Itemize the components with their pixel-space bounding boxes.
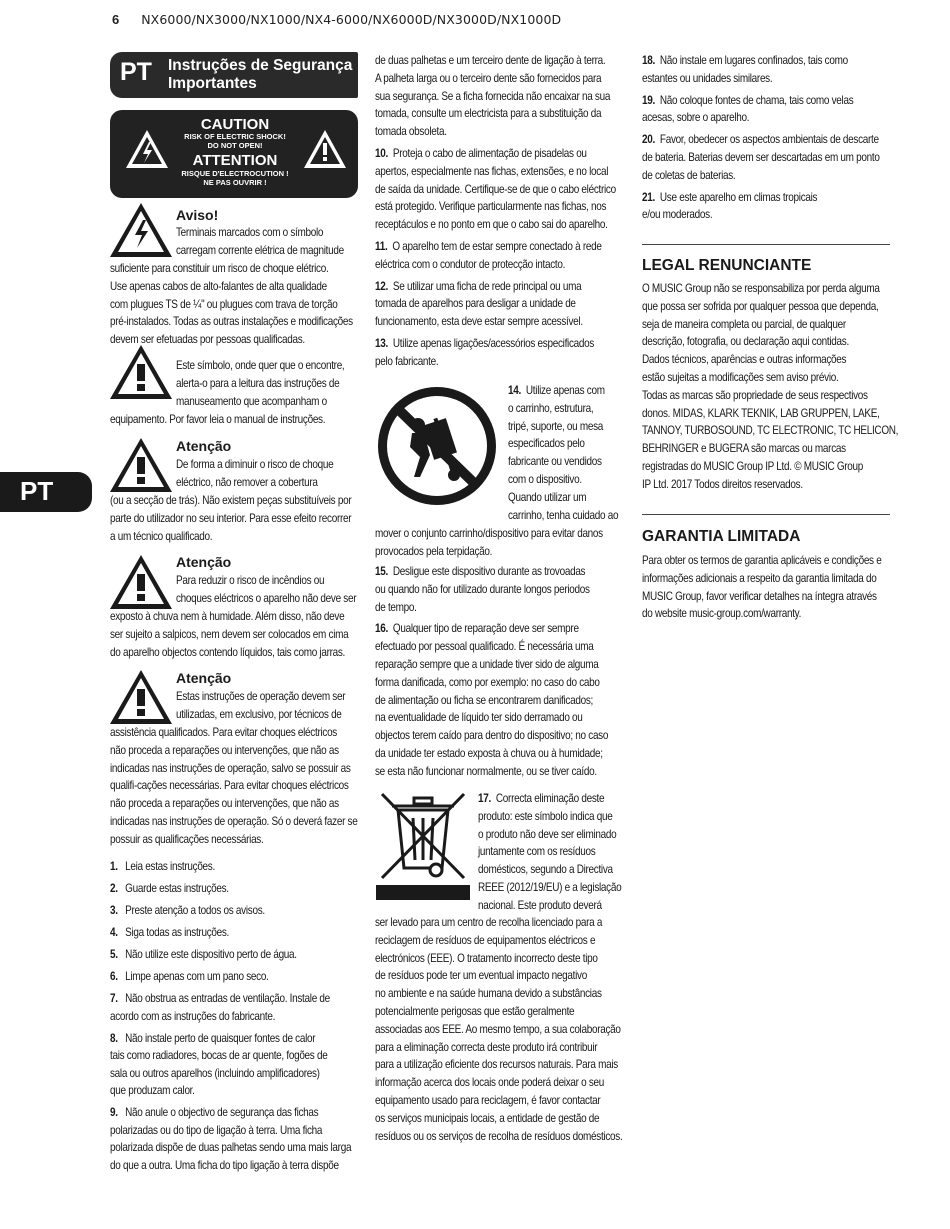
- list-item: 6. Limpe apenas com um pano seco.: [110, 970, 269, 983]
- attention-title: ATTENTION: [192, 152, 278, 169]
- exclamation-warning-icon: [108, 436, 174, 494]
- model-list: NX6000/NX3000/NX1000/NX4-6000/NX6000D/NX3000D/NX1000D: [141, 12, 562, 27]
- warning-heading: Atenção: [176, 438, 232, 454]
- list-item: 1. Leia estas instruções.: [110, 860, 215, 873]
- language-code: PT: [120, 58, 152, 86]
- list-item: 21. Use este aparelho em climas tropicais e/ou moderados.: [642, 190, 818, 222]
- section-divider: [642, 244, 890, 245]
- list-item: 18. Não instale em lugares confinados, tais como estantes ou unidades similares.: [642, 54, 848, 85]
- section-title-box: [110, 52, 358, 98]
- list-item: 4. Siga todas as instruções.: [110, 926, 230, 939]
- warning-text: equipamento. Por favor leia o manual de instruções.: [110, 413, 326, 426]
- list-item: 8. Não instale perto de quaisquer fontes de calor tais como radiadores, bocas de ar quente, fogões de sala ou outros aparelhos (incluindo amplificadores) que produzam calor.: [110, 1031, 328, 1097]
- warning-text: suficiente para constituir um risco de choque elétrico. Use apenas cabos de alto-falantes de alta qualidade com plugues TS de ¼" ou plugues com trava de torção pré-instalados. Todas as outras instalações e modificações devem ser efetuadas por pessoas qualificadas.: [110, 262, 353, 347]
- caution-label-box: [110, 110, 358, 198]
- list-item: 11. O aparelho tem de estar sempre conectado à rede eléctrica com o condutor de protecção intacto.: [375, 239, 602, 271]
- list-item: 19. Não coloque fontes de chama, tais como velas acesas, sobre o aparelho.: [642, 93, 854, 125]
- warning-heading: Aviso!: [176, 207, 219, 223]
- list-item: 10. Proteja o cabo de alimentação de pisadelas ou apertos, especialmente nas fichas, extensões, e no local de saída da unidade. Certifique-se de que o cabo eléctrico está protegido. Verifique particularmente nas fichas, nos receptáculos e no ponto em que o cabo sai do aparelho.: [375, 147, 616, 232]
- list-item: 2. Guarde estas instruções.: [110, 882, 229, 895]
- warning-text: assistência qualificados. Para evitar choques eléctricos não proceda a reparações ou intervenções, que não as indicadas nas instruções de operação, salvo se possuir as qualifi-cações necessárias. Para evitar choques eléctricos não proceda a reparações ou intervenções, que não as indicadas nas instruções de operação. Só o deverá fazer se possuir as qualificações necessárias.: [110, 726, 358, 846]
- exclamation-warning-icon: [108, 553, 174, 611]
- warning-text: De forma a diminuir o risco de choque eléctrico, não remover a cobertura: [176, 458, 334, 489]
- instruction-list: [375, 563, 608, 781]
- item-14-continued: mover o conjunto carrinho/dispositivo para evitar danos provocados pela terpidação.: [375, 527, 603, 558]
- warranty-heading: GARANTIA LIMITADA: [642, 528, 801, 545]
- language-side-tab: PT: [0, 472, 92, 512]
- list-item: 3. Preste atenção a todos os avisos.: [110, 904, 265, 917]
- warning-text: Este símbolo, onde quer que o encontre, alerta-o para a leitura das instruções de manuseamento que acompanham o: [176, 359, 345, 408]
- warning-heading: Atenção: [176, 554, 232, 570]
- list-item: 7. Não obstrua as entradas de ventilação. Instale de acordo com as instruções do fabricante.: [110, 992, 330, 1023]
- crossed-out-bin-icon: [376, 792, 470, 902]
- instruction-list: [110, 858, 351, 1174]
- item-17-continued: ser levado para um centro de recolha licenciado para a reciclagem de resíduos de equipamentos eléctricos e electrónicos (EEE). O tratamento incorrecto deste tipo de resíduos pode ter um eventual impacto negativo no ambiente e na saúde humana devido a substâncias potencialmente perigosas que estão geralmente associadas aos EEE. Ao mesmo tempo, a sua colaboração para a eliminação correcta deste produto irá contribuir para a utilização eficiente dos recursos naturais. Para mais informação acerca dos locais onde poderá deixar o seu equipamento usado para reciclagem, é favor contactar os serviços municipais locais, a entidade de gestão de resíduos ou os serviços de recolha de resíduos domésticos.: [375, 916, 623, 1143]
- exclamation-warning-icon: [108, 343, 174, 401]
- caution-title: CAUTION: [200, 116, 270, 133]
- electric-shock-warning-icon: [108, 201, 174, 259]
- electric-shock-warning-icon: [124, 128, 170, 170]
- exclamation-warning-icon: [108, 668, 174, 726]
- caution-sub-1: RISK OF ELECTRIC SHOCK!: [184, 132, 286, 141]
- caution-sub-2: DO NOT OPEN!: [207, 141, 263, 150]
- attention-sub-2: NE PAS OUVRIR !: [203, 178, 267, 187]
- instruction-list: [642, 52, 880, 224]
- legal-text: O MUSIC Group não se responsabiliza por perda alguma que possa ser sofrida por qualquer pessoa que dependa, seja de maneira completa ou parcial, de qualquer descrição, fotografia, ou declaração aqui contidas. Dados técnicos, aparências e outras informações estão sujeitas a modificações sem aviso prévio. Todas as marcas são propriedade de seus respectivos donos. MIDAS, KLARK TEKNIK, LAB GRUPPEN, LAKE, TANNOY, TURBOSOUND, TC ELECTRONIC, TC HELICON, BEHRINGER e BUGERA são marcas ou marcas registradas do MUSIC Group IP Ltd. © MUSIC Group IP Ltd. 2017 Todos direitos reservados.: [642, 282, 899, 491]
- instruction-list: [375, 145, 616, 371]
- warning-text: (ou a secção de trás). Não existem peças substituíveis por parte do utilizador no seu interior. Para esse efeito recorrer a um técnico qualificado.: [110, 494, 352, 543]
- list-item: 13. Utilize apenas ligações/acessórios especificados pelo fabricante.: [375, 336, 595, 368]
- warranty-text: Para obter os termos de garantia aplicáveis e condições e informações adicionais a respeito da garantia limitada do MUSIC Group, favor verificar detalhes na íntegra através do website music-group.com/warranty.: [642, 554, 882, 621]
- page-number: 6: [112, 12, 120, 27]
- page-header: [112, 12, 561, 27]
- list-item: 5. Não utilize este dispositivo perto de água.: [110, 948, 297, 961]
- warning-text: exposto à chuva nem à humidade. Além disso, não deve ser sujeito a salpicos, nem devem ser colocados em cima do aparelho objectos contendo líquidos, tais como jarras.: [110, 610, 349, 659]
- list-item: 9. Não anule o objectivo de segurança das fichas polarizadas ou do tipo de ligação à terra. Uma ficha polarizada dispõe de duas palhetas sendo uma mais larga do que a outra. Uma ficha do tipo ligação à terra dispõe: [110, 1106, 352, 1172]
- legal-heading: LEGAL RENUNCIANTE: [642, 257, 812, 274]
- item-9-continued: de duas palhetas e um terceiro dente de ligação à terra. A palheta larga ou o terceiro dente são fornecidos para sua segurança. Se a ficha fornecida não encaixar na sua tomada, consulte um electricista para a substituição da tomada obsoleta.: [375, 54, 611, 139]
- warning-text: Estas instruções de operação devem ser utilizadas, em exclusivo, por técnicos de: [176, 690, 346, 721]
- warning-text: Terminais marcados com o símbolo carregam corrente elétrica de magnitude: [176, 226, 344, 257]
- list-item: 12. Se utilizar uma ficha de rede principal ou uma tomada de aparelhos para desligar a unidade de funcionamento, esta deve estar sempre acessível.: [375, 279, 583, 329]
- section-title: Instruções de Segurança Importantes: [168, 57, 353, 92]
- list-item: 16. Qualquer tipo de reparação deve ser sempre efectuado por pessoal qualificado. É necessária uma reparação sempre que a unidade tiver sido de alguma forma danificada, como por exemplo: no caso do cabo de alimentação ou ficha se encontrarem danificados; na eventualidade de líquido ter sido derramado ou objectos terem caído para dentro do dispositivo; no caso da unidade ter estado exposta à chuva ou à humidade; se esta não funcionar normalmente, ou se tiver caído.: [375, 622, 609, 778]
- warning-text: Para reduzir o risco de incêndios ou choques eléctricos o aparelho não deve ser: [176, 574, 357, 605]
- list-item: 15. Desligue este dispositivo durante as trovoadas ou quando não for utilizado durante longos periodos de tempo.: [375, 565, 590, 614]
- warning-heading: Atenção: [176, 670, 232, 686]
- cart-tip-over-warning-icon: [376, 385, 498, 507]
- attention-sub-1: RISQUE D'ELECTROCUTION !: [181, 169, 289, 178]
- exclamation-warning-icon: [302, 128, 348, 170]
- list-item: 17. Correcta eliminação deste produto: este símbolo indica que o produto não deve ser eliminado juntamente com os resíduos domésticos, segundo a Directiva REEE (2012/19/EU) e a legislação nacional. Este produto deverá: [478, 792, 622, 912]
- list-item: 14. Utilize apenas com o carrinho, estrutura, tripé, suporte, ou mesa especificados pelo fabricante ou vendidos com o dispositivo. Quando utilizar um carrinho, tenha cuidado ao: [508, 384, 619, 522]
- list-item: 20. Favor, obedecer os aspectos ambientais de descarte de bateria. Baterias devem ser descartadas em um ponto de coletas de baterias.: [642, 133, 880, 182]
- section-divider: [642, 514, 890, 515]
